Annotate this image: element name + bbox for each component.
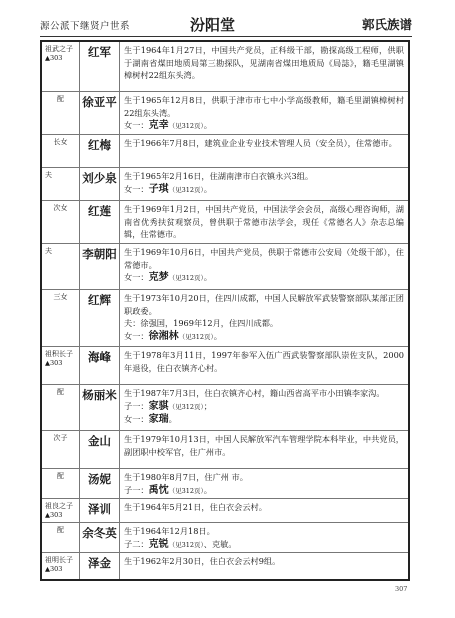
person-name: 杨丽米 bbox=[80, 385, 120, 430]
biography: 生于1964年1月27日，中国共产党员，正科级干部，勘探高级工程师，供职于湖南省煤田地质局第三勘探队，见湖南省煤田地质局《局誌》，籍毛里湖镇樟树村22组东头湾。 bbox=[124, 45, 404, 80]
person-name: 红军 bbox=[80, 42, 120, 91]
header-rule bbox=[40, 36, 412, 37]
relation-cell: 三女 bbox=[42, 290, 80, 346]
genealogy-table bbox=[40, 40, 410, 581]
person-name: 汤妮 bbox=[80, 469, 120, 498]
page-number: 307 bbox=[395, 585, 408, 593]
biography: 生于1969年10月6日，中国共产党员，供职于常德市公安局（处级干部），住常德市。 女一：克梦（见312页）。 bbox=[124, 247, 404, 283]
person-name: 红梅 bbox=[80, 135, 120, 167]
person-name: 海峰 bbox=[80, 347, 120, 384]
person-name: 余冬英 bbox=[80, 523, 120, 552]
person-name: 红辉 bbox=[80, 290, 120, 346]
child-line: 女一：徐湘林（见312页）。 bbox=[124, 330, 222, 342]
relation-cell: 次子 bbox=[42, 431, 80, 468]
relation-cell: 长女 bbox=[42, 135, 80, 167]
header-hall-name: 汾阳堂 bbox=[190, 16, 236, 34]
biography: 生于1962年2月30日，住白衣会云村9组。 bbox=[124, 556, 281, 566]
biography: 生于1965年12月8日，供职于津市市七中小学高级教师，籍毛里湖镇樟树村22组东头湾。 女一：克幸（见312页）。 bbox=[124, 95, 404, 131]
child-line: 子一：禹忱（见312页）。 bbox=[124, 484, 212, 496]
child-line: 女一：子琪（见312页）。 bbox=[124, 183, 212, 195]
person-name: 金山 bbox=[80, 431, 120, 468]
table-row bbox=[42, 42, 408, 92]
relation-cell: 配 bbox=[42, 385, 80, 430]
biography: 生于1964年5月21日，住白衣会云村。 bbox=[124, 502, 267, 512]
relation-cell: 配 bbox=[42, 92, 80, 134]
table-row bbox=[42, 135, 408, 168]
relation-cell: 夫 bbox=[42, 244, 80, 289]
relation-cell: 夫 bbox=[42, 168, 80, 200]
biography: 生于1966年7月8日，建筑业企业专业技术管理人员（安全员），住常德市。 bbox=[124, 138, 397, 148]
person-name: 红莲 bbox=[80, 201, 120, 243]
child-line: 子一：家骐（见312页）； bbox=[124, 400, 212, 412]
biography: 生于1973年10月20日，住四川成都，中国人民解放军武装警察部队某部正团职政委。 夫：徐强国，1969年12月，住四川成都。 女一：徐湘林（见312页）。 bbox=[124, 293, 404, 342]
table-row bbox=[42, 523, 408, 553]
child-line: 女一：克梦（见312页）。 bbox=[124, 272, 212, 283]
person-name: 泽金 bbox=[80, 553, 120, 579]
table-row bbox=[42, 469, 408, 499]
table-row bbox=[42, 201, 408, 244]
page-header bbox=[40, 14, 412, 36]
biography: 生于1987年7月3日，住白衣镇齐心村，籍山西省高平市小田镇李家沟。 子一：家骐（见312页）； 女一：家瑞。 bbox=[120, 385, 408, 430]
person-name: 泽训 bbox=[80, 499, 120, 522]
table-row bbox=[42, 553, 408, 579]
child-line: 女一：克幸（见312页）。 bbox=[124, 120, 212, 131]
relation-cell: 祖明长子 ▲303 bbox=[42, 553, 80, 579]
child-line: 女一：家瑞。 bbox=[124, 414, 177, 425]
table-row bbox=[42, 244, 408, 290]
table-row bbox=[42, 347, 408, 385]
relation-cell: 祖积长子 ▲303 bbox=[42, 347, 80, 384]
relation-cell: 配 bbox=[42, 523, 80, 552]
biography: 生于1969年1月2日，中国共产党员，中国法学会会员，高级心理咨询师，湖南省优秀扶贫观察员，曾供职于常德市法学会，现任《常德名人》杂志总编辑，住常德市。 bbox=[124, 204, 404, 239]
table-row bbox=[42, 385, 408, 431]
biography: 生于1965年2月16日，住湖南津市白衣镇永兴3组。 女一：子琪（见312页）。 bbox=[120, 168, 408, 200]
biography: 生于1979年10月13日，中国人民解放军汽车管理学院本科毕业，中共党员，副团职中校军官，住广州市。 bbox=[124, 434, 404, 457]
table-row bbox=[42, 168, 408, 201]
header-book-title: 郭氏族谱 bbox=[361, 17, 412, 32]
relation-cell: 次女 bbox=[42, 201, 80, 243]
header-lineage: 源公派下继贤户世系 bbox=[40, 21, 131, 32]
person-name: 刘少泉 bbox=[80, 168, 120, 200]
relation-cell: 祖良之子 ▲303 bbox=[42, 499, 80, 522]
child-line: 子二：克锐（见312页）、克敏。 bbox=[124, 538, 237, 550]
table-row bbox=[42, 290, 408, 347]
relation-cell: 祖武之子 ▲303 bbox=[42, 42, 80, 91]
table-row bbox=[42, 92, 408, 135]
relation-cell: 配 bbox=[42, 469, 80, 498]
biography: 生于1964年12月18日。 子二：克锐（见312页）、克敏。 bbox=[120, 523, 408, 552]
table-row bbox=[42, 499, 408, 523]
table-row bbox=[42, 431, 408, 469]
biography: 生于1980年8月7日，住广州 市。 子一：禹忱（见312页）。 bbox=[120, 469, 408, 498]
person-name: 李朝阳 bbox=[80, 244, 120, 289]
biography: 生于1978年3月11日，1997年参军入伍广西武装警察部队崇佐支队，2000年退役，住白衣镇齐心村。 bbox=[124, 350, 404, 373]
person-name: 徐亚平 bbox=[80, 92, 120, 134]
